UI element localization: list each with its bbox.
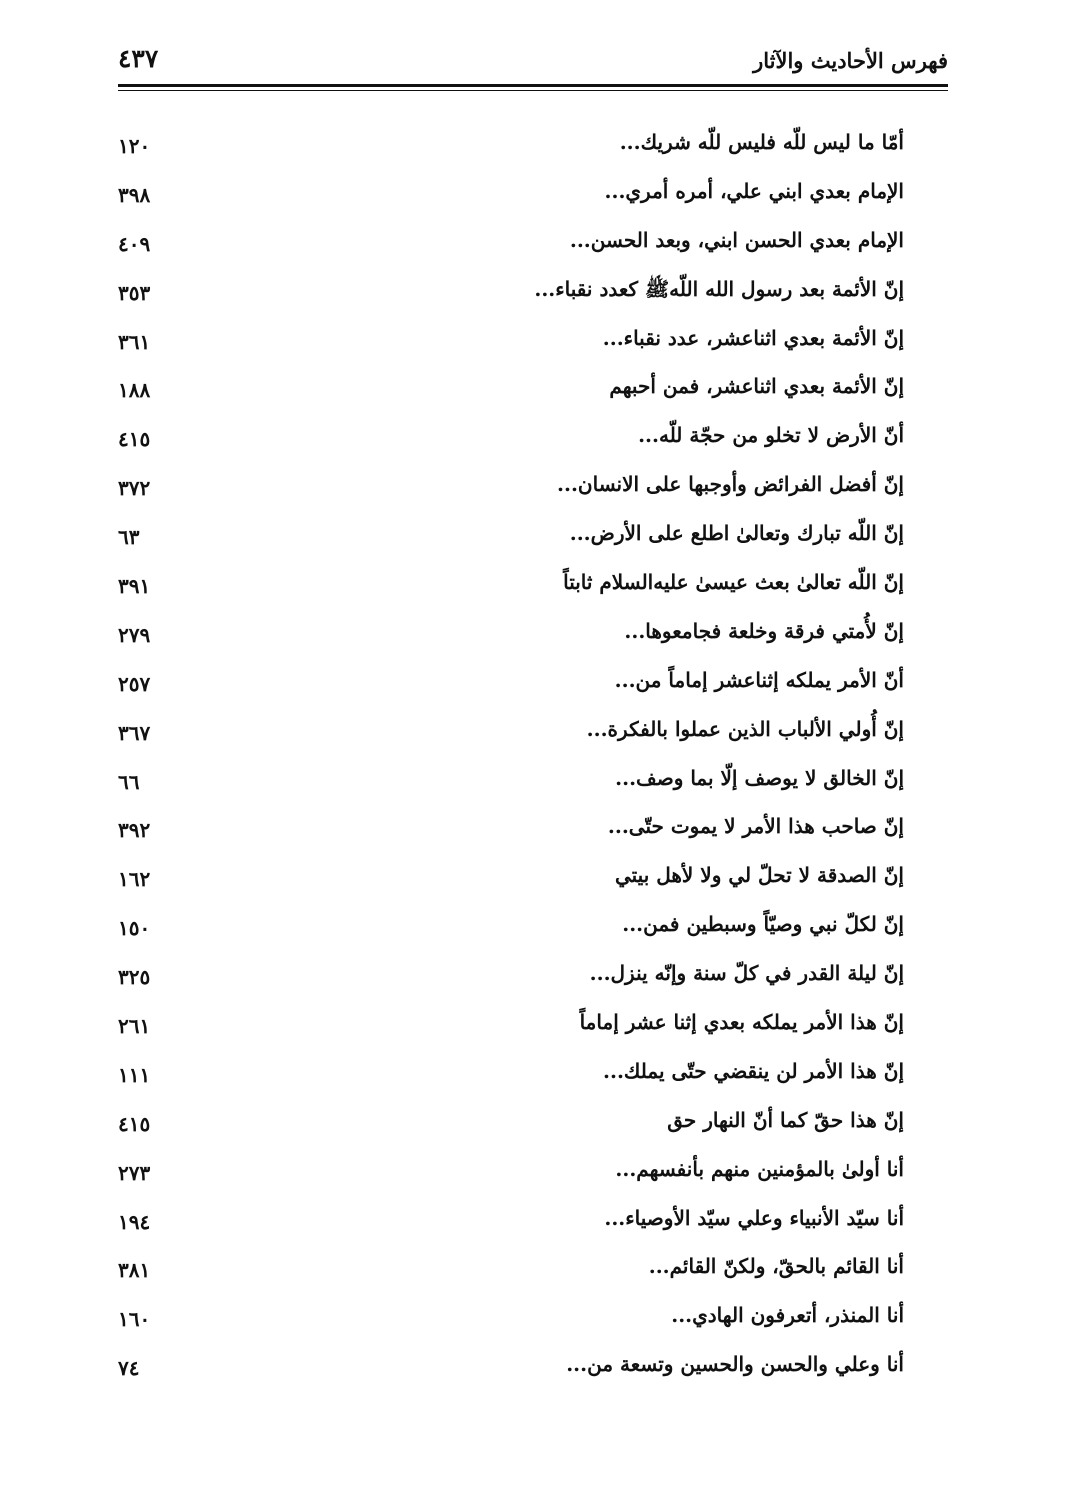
- entry-page-number: ١٥٠: [118, 916, 151, 941]
- entry-page-number: ٤١٥: [118, 1111, 151, 1136]
- entry-page-number: ١٦٢: [118, 867, 151, 892]
- entry-page-number: ٣٢٥: [118, 965, 151, 990]
- entry-page-number: ٣٥٣: [118, 280, 151, 305]
- entry-page-number: ١٦٠: [118, 1307, 151, 1332]
- index-entry: [118, 955, 904, 1004]
- entry-page-number: ٢٧٣: [118, 1160, 151, 1185]
- index-entry: [118, 271, 904, 320]
- entry-page-number: ٢٥٧: [118, 671, 151, 696]
- index-entry: [118, 662, 904, 711]
- index-entry: [118, 124, 904, 173]
- entry-page-number: ٢٦١: [118, 1014, 151, 1039]
- entry-page-number: ٢٧٩: [118, 622, 151, 647]
- entry-text: الإمام بعدي الحسن ابني، وبعد الحسن...: [569, 227, 904, 252]
- running-header: [118, 40, 948, 80]
- entry-text: إنّ الأئمة بعدي اثناعشر، عدد نقباء...: [602, 325, 904, 350]
- index-entry: [118, 417, 904, 466]
- entry-page-number: ٤١٥: [118, 427, 151, 452]
- entry-text: أنّ الأمر يملكه إثناعشر إماماً من...: [614, 667, 904, 692]
- entry-text: أنّ الأرض لا تخلو من حجّة للّه...: [638, 423, 904, 448]
- entry-page-number: ٣٩٨: [118, 182, 151, 207]
- entry-text: إنّ لكلّ نبي وصيّاً وسبطين فمن...: [622, 912, 904, 937]
- index-entry: [118, 1102, 904, 1151]
- index-entry: [118, 466, 904, 515]
- entry-text: أنا سيّد الأنبياء وعلي سيّد الأوصياء...: [604, 1205, 904, 1230]
- index-entry: [118, 222, 904, 271]
- entry-text: أمّا ما ليس للّه فليس للّه شريك...: [619, 130, 904, 154]
- entry-page-number: ٦٦: [118, 769, 140, 794]
- entry-page-number: ٣٦٧: [118, 720, 151, 745]
- index-entry: [118, 320, 904, 369]
- index-entry: [118, 857, 904, 906]
- entry-text: إنّ ليلة القدر في كلّ سنة وإنّه ينزل...: [589, 961, 904, 986]
- index-entry: [118, 613, 904, 662]
- entry-text: إنّ صاحب هذا الأمر لا يموت حتّى...: [607, 814, 904, 839]
- index-entry: [118, 760, 904, 809]
- entry-page-number: ٣٩١: [118, 574, 151, 599]
- index-entry: [118, 711, 904, 760]
- index-entry: [118, 1151, 904, 1200]
- index-entry: [118, 1346, 904, 1395]
- entry-page-number: ٣٦١: [118, 329, 151, 354]
- hadith-index-list: [118, 124, 904, 1395]
- entry-text: إنّ اللّه تعالىٰ بعث عيسىٰ عليه‌السلام ثابتاً: [563, 570, 904, 595]
- entry-text: أنا المنذر، أتعرفون الهادي...: [671, 1303, 904, 1328]
- index-entry: [118, 1297, 904, 1346]
- entry-text: أنا وعلي والحسن والحسين وتسعة من...: [566, 1352, 904, 1377]
- entry-text: إنّ أُولي الألباب الذين عملوا بالفكرة...: [586, 716, 904, 741]
- index-entry: [118, 173, 904, 222]
- entry-page-number: ٣٩٢: [118, 818, 151, 843]
- entry-text: إنّ الأئمة بعد رسول الله اللّهﷺ كعدد نقباء...: [534, 276, 904, 301]
- entry-page-number: ١٨٨: [118, 378, 151, 403]
- entry-text: أنا القائم بالحقّ، ولكنّ القائم...: [648, 1254, 904, 1279]
- entry-text: إنّ الأئمة بعدي اثناعشر، فمن أحبهم: [609, 374, 904, 399]
- header-title: فهرس الأحاديث والآثار: [753, 48, 948, 73]
- entry-text: إنّ هذا الأمر لن ينقضي حتّى يملك...: [603, 1058, 904, 1083]
- header-rule-thick: [118, 84, 948, 87]
- index-entry: [118, 808, 904, 857]
- entry-text: الإمام بعدي ابني علي، أمره أمري...: [604, 178, 904, 203]
- entry-page-number: ٦٣: [118, 525, 140, 550]
- entry-page-number: ١١١: [118, 1062, 151, 1087]
- index-entry: [118, 564, 904, 613]
- entry-page-number: ١٢٠: [118, 134, 151, 158]
- entry-text: إنّ هذا الأمر يملكه بعدي إثنا عشر إماماً: [579, 1010, 904, 1035]
- header-page-number: ٤٣٧: [118, 44, 159, 73]
- entry-text: إنّ لأُمتي فرقة وخلعة فجامعوها...: [624, 618, 904, 643]
- index-entry: [118, 515, 904, 564]
- index-entry: [118, 1200, 904, 1249]
- entry-page-number: ٤٠٩: [118, 231, 151, 256]
- entry-page-number: ١٩٤: [118, 1209, 151, 1234]
- entry-text: إنّ الخالق لا يوصف إلّا بما وصف...: [615, 765, 904, 790]
- index-entry: [118, 1248, 904, 1297]
- index-entry: [118, 368, 904, 417]
- entry-page-number: ٣٧٢: [118, 476, 151, 501]
- entry-text: إنّ اللّه تبارك وتعالىٰ اطلع على الأرض...: [569, 521, 904, 546]
- header-rule-thin: [118, 90, 948, 91]
- entry-page-number: ٣٨١: [118, 1258, 151, 1283]
- entry-text: أنا أولىٰ بالمؤمنين منهم بأنفسهم...: [615, 1156, 904, 1181]
- entry-text: إنّ الصدقة لا تحلّ لي ولا لأهل بيتي: [614, 863, 904, 888]
- index-entry: [118, 906, 904, 955]
- index-entry: [118, 1004, 904, 1053]
- entry-text: إنّ أفضل الفرائض وأوجبها على الانسان...: [557, 472, 904, 497]
- entry-text: إنّ هذا حقّ كما أنّ النهار حق: [667, 1107, 904, 1132]
- entry-page-number: ٧٤: [118, 1356, 140, 1381]
- index-entry: [118, 1053, 904, 1102]
